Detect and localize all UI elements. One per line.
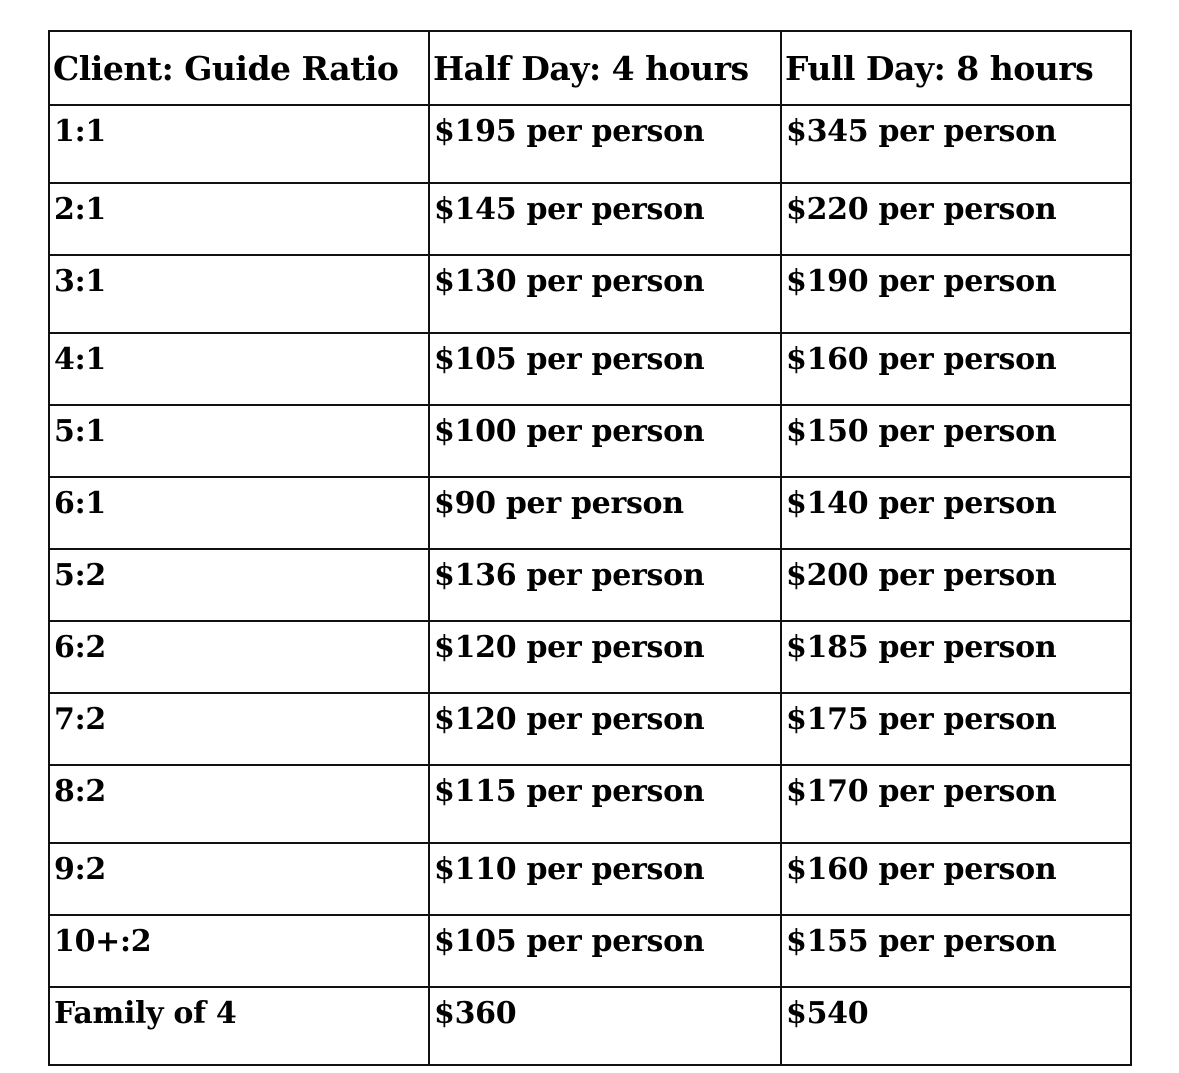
full-day-price-cell: $345 per person xyxy=(781,105,1131,183)
full-day-price-cell: $200 per person xyxy=(781,549,1131,621)
ratio-cell: 5:2 xyxy=(49,549,429,621)
table-row xyxy=(49,987,1131,1065)
ratio-cell: 2:1 xyxy=(49,183,429,255)
full-day-price-cell: $150 per person xyxy=(781,405,1131,477)
half-day-price-cell: $105 per person xyxy=(429,333,781,405)
table-row xyxy=(49,255,1131,333)
ratio-cell: 6:1 xyxy=(49,477,429,549)
ratio-cell: 7:2 xyxy=(49,693,429,765)
half-day-price-cell: $195 per person xyxy=(429,105,781,183)
half-day-price-cell: $115 per person xyxy=(429,765,781,843)
ratio-cell: 10+:2 xyxy=(49,915,429,987)
header-full-day: Full Day: 8 hours xyxy=(781,31,1131,105)
ratio-cell: 3:1 xyxy=(49,255,429,333)
header-ratio: Client: Guide Ratio xyxy=(49,31,429,105)
full-day-price-cell: $170 per person xyxy=(781,765,1131,843)
table-row xyxy=(49,765,1131,843)
half-day-price-cell: $100 per person xyxy=(429,405,781,477)
table-row xyxy=(49,405,1131,477)
full-day-price-cell: $160 per person xyxy=(781,843,1131,915)
full-day-price-cell: $155 per person xyxy=(781,915,1131,987)
ratio-cell: 8:2 xyxy=(49,765,429,843)
half-day-price-cell: $105 per person xyxy=(429,915,781,987)
ratio-cell: 4:1 xyxy=(49,333,429,405)
table-row xyxy=(49,183,1131,255)
ratio-cell: Family of 4 xyxy=(49,987,429,1065)
half-day-price-cell: $130 per person xyxy=(429,255,781,333)
full-day-price-cell: $160 per person xyxy=(781,333,1131,405)
half-day-price-cell: $136 per person xyxy=(429,549,781,621)
ratio-cell: 9:2 xyxy=(49,843,429,915)
table-row xyxy=(49,549,1131,621)
full-day-price-cell: $140 per person xyxy=(781,477,1131,549)
ratio-cell: 6:2 xyxy=(49,621,429,693)
header-half-day: Half Day: 4 hours xyxy=(429,31,781,105)
full-day-price-cell: $190 per person xyxy=(781,255,1131,333)
half-day-price-cell: $110 per person xyxy=(429,843,781,915)
table-row xyxy=(49,621,1131,693)
ratio-cell: 1:1 xyxy=(49,105,429,183)
half-day-price-cell: $90 per person xyxy=(429,477,781,549)
full-day-price-cell: $540 xyxy=(781,987,1131,1065)
table-row xyxy=(49,105,1131,183)
table-row xyxy=(49,333,1131,405)
table-row xyxy=(49,477,1131,549)
table-row xyxy=(49,843,1131,915)
half-day-price-cell: $120 per person xyxy=(429,621,781,693)
pricing-table xyxy=(48,30,1132,1066)
full-day-price-cell: $185 per person xyxy=(781,621,1131,693)
half-day-price-cell: $120 per person xyxy=(429,693,781,765)
table-row xyxy=(49,693,1131,765)
table-row xyxy=(49,915,1131,987)
ratio-cell: 5:1 xyxy=(49,405,429,477)
half-day-price-cell: $145 per person xyxy=(429,183,781,255)
full-day-price-cell: $175 per person xyxy=(781,693,1131,765)
half-day-price-cell: $360 xyxy=(429,987,781,1065)
full-day-price-cell: $220 per person xyxy=(781,183,1131,255)
header-row xyxy=(49,31,1131,105)
